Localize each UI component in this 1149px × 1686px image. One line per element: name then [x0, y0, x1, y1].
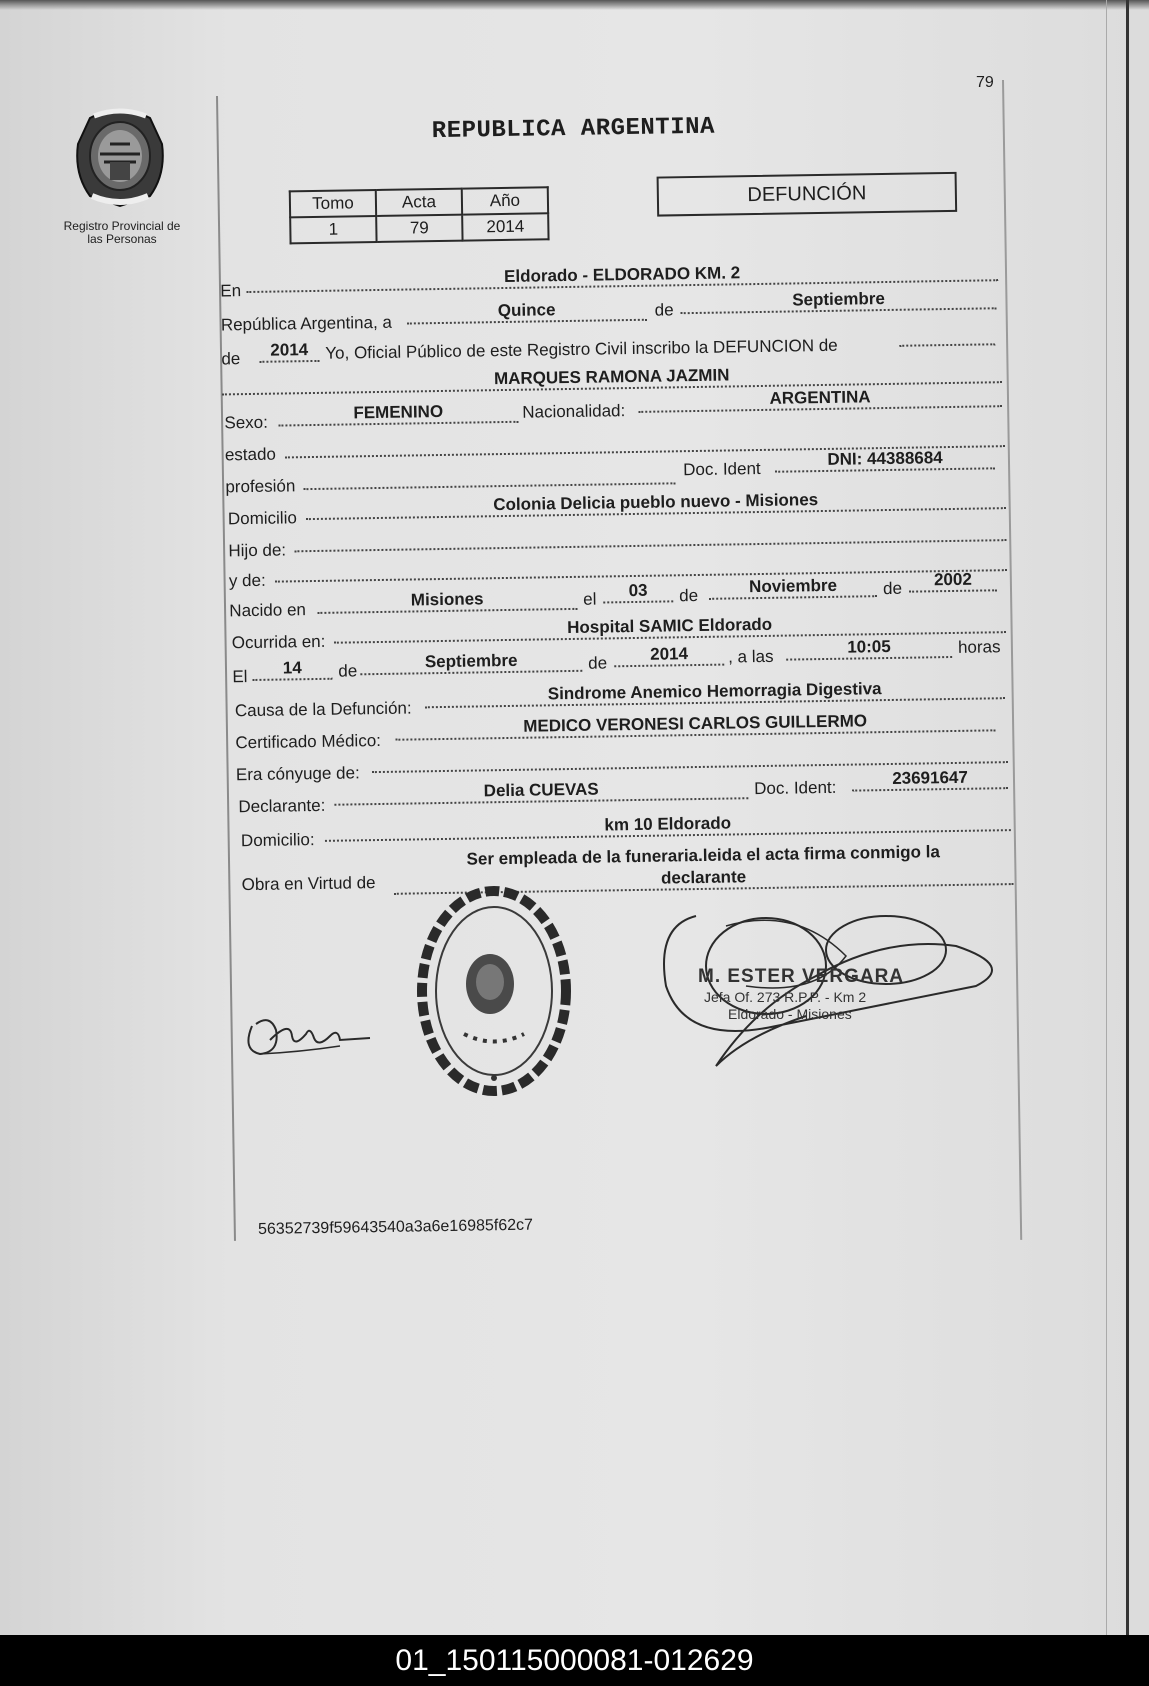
domicilio-label: Domicilio [227, 508, 298, 529]
def-anio-field: 2014 [614, 644, 724, 668]
inscribo-line [899, 323, 995, 347]
official-place: Eldorado - Misiones [728, 1006, 852, 1022]
sexo-label: Sexo: [224, 412, 269, 433]
document-title: REPUBLICA ARGENTINA [431, 113, 716, 146]
registry-table [289, 186, 550, 244]
profesion-field [303, 462, 675, 490]
yde-label: y de: [228, 570, 266, 591]
alas-label: , a las [727, 646, 774, 667]
en-label: En [220, 281, 242, 301]
republica-label: República Argentina, a [220, 312, 393, 335]
anio-value: 2014 [462, 213, 548, 240]
nac-mes-field: Noviembre [709, 575, 877, 600]
def-mes-field: Septiembre [360, 650, 582, 675]
def-de2-label: de [588, 653, 608, 673]
acta-header: Acta [376, 189, 462, 216]
page-number: 79 [976, 74, 994, 91]
file-id-bar: 01_150115000081-012629 [0, 1635, 1149, 1686]
doc-ident-field: DNI: 44388684 [775, 447, 995, 472]
ocurrida-label: Ocurrida en: [231, 631, 326, 653]
def-de1-label: de [338, 661, 358, 681]
doc-ident-label: Doc. Ident [683, 458, 761, 480]
nacionalidad-label: Nacionalidad: [522, 401, 626, 422]
tomo-header: Tomo [290, 190, 376, 217]
causa-label: Causa de la Defunción: [234, 698, 412, 721]
declarante-field: Delia CUEVAS [334, 777, 748, 806]
el-label: el [583, 589, 597, 609]
anio-header: Año [462, 187, 548, 214]
obra-label: Obra en Virtud de [241, 873, 376, 895]
causa-field: Sindrome Anemico Hemorragia Digestiva [425, 677, 1005, 708]
official-stamp-icon [414, 884, 574, 1098]
official-name: M. ESTER VERGARA [698, 966, 905, 987]
inscribo-text: Yo, Oficial Público de este Registro Civil inscribo la DEFUNCION de [325, 335, 838, 363]
hijo-label: Hijo de: [228, 540, 287, 561]
tomo-value: 1 [290, 216, 376, 243]
anio-field: 2014 [259, 340, 319, 363]
nacionalidad-field: ARGENTINA [638, 385, 1002, 413]
official-role: Jefa Of. 273 R.P.P. - Km 2 [704, 989, 867, 1005]
horas-label: horas [957, 637, 1001, 657]
de-label: de [654, 300, 674, 320]
profesion-label: profesión [225, 476, 296, 497]
nac-anio-field: 2002 [909, 569, 997, 592]
yde-field [275, 549, 1007, 582]
declarante-label: Declarante: [238, 795, 326, 817]
decl-doc-field: 23691647 [852, 767, 1008, 791]
mes-field: Septiembre [680, 287, 996, 314]
nac-de2-label: de [882, 578, 903, 599]
record-type-box: DEFUNCIÓN [657, 172, 958, 217]
nac-de1-label: de [679, 585, 699, 606]
certificado-field: MEDICO VERONESI CARLOS GUILLERMO [395, 709, 995, 740]
conyuge-label: Era cónyuge de: [235, 763, 360, 785]
domicilio-field: Colonia Delicia pueblo nuevo - Misiones [306, 487, 1006, 520]
obra-field-line1: Ser empleada de la funeraria.leida el acta firma conmigo la [466, 842, 941, 869]
document-hash: 56352739f59643540a3a6e16985f62c7 [257, 1216, 534, 1238]
en-field: Eldorado - ELDORADO KM. 2 [246, 259, 998, 293]
decl-domicilio-field: km 10 Eldorado [325, 809, 1011, 842]
nacido-field: Misiones [317, 588, 577, 614]
dia-field: Quince [407, 299, 647, 325]
acta-value: 79 [376, 215, 462, 242]
nombre-field: MARQUES RAMONA JAZMIN [222, 361, 1002, 395]
obra-field-line2: declarante [393, 863, 1013, 895]
decl-domicilio-label: Domicilio: [240, 830, 315, 851]
nacido-label: Nacido en [229, 600, 307, 621]
certificado-label: Certificado Médico: [235, 730, 382, 753]
ocurrida-field: Hospital SAMIC Eldorado [334, 611, 1006, 644]
def-dia-field: 14 [252, 658, 332, 681]
estado-label: estado [224, 444, 277, 465]
de2-label: de [221, 349, 241, 369]
el2-label: El [232, 667, 248, 687]
declarant-signature-icon [240, 990, 380, 1070]
decl-doc-label: Doc. Ident: [754, 777, 837, 799]
def-hora-field: 10:05 [786, 636, 952, 661]
sexo-field: FEMENINO [278, 401, 518, 427]
registry-label: Registro Provincial de las Personas [63, 219, 181, 246]
hijo-field [294, 519, 1006, 552]
nac-dia-field: 03 [603, 580, 673, 603]
